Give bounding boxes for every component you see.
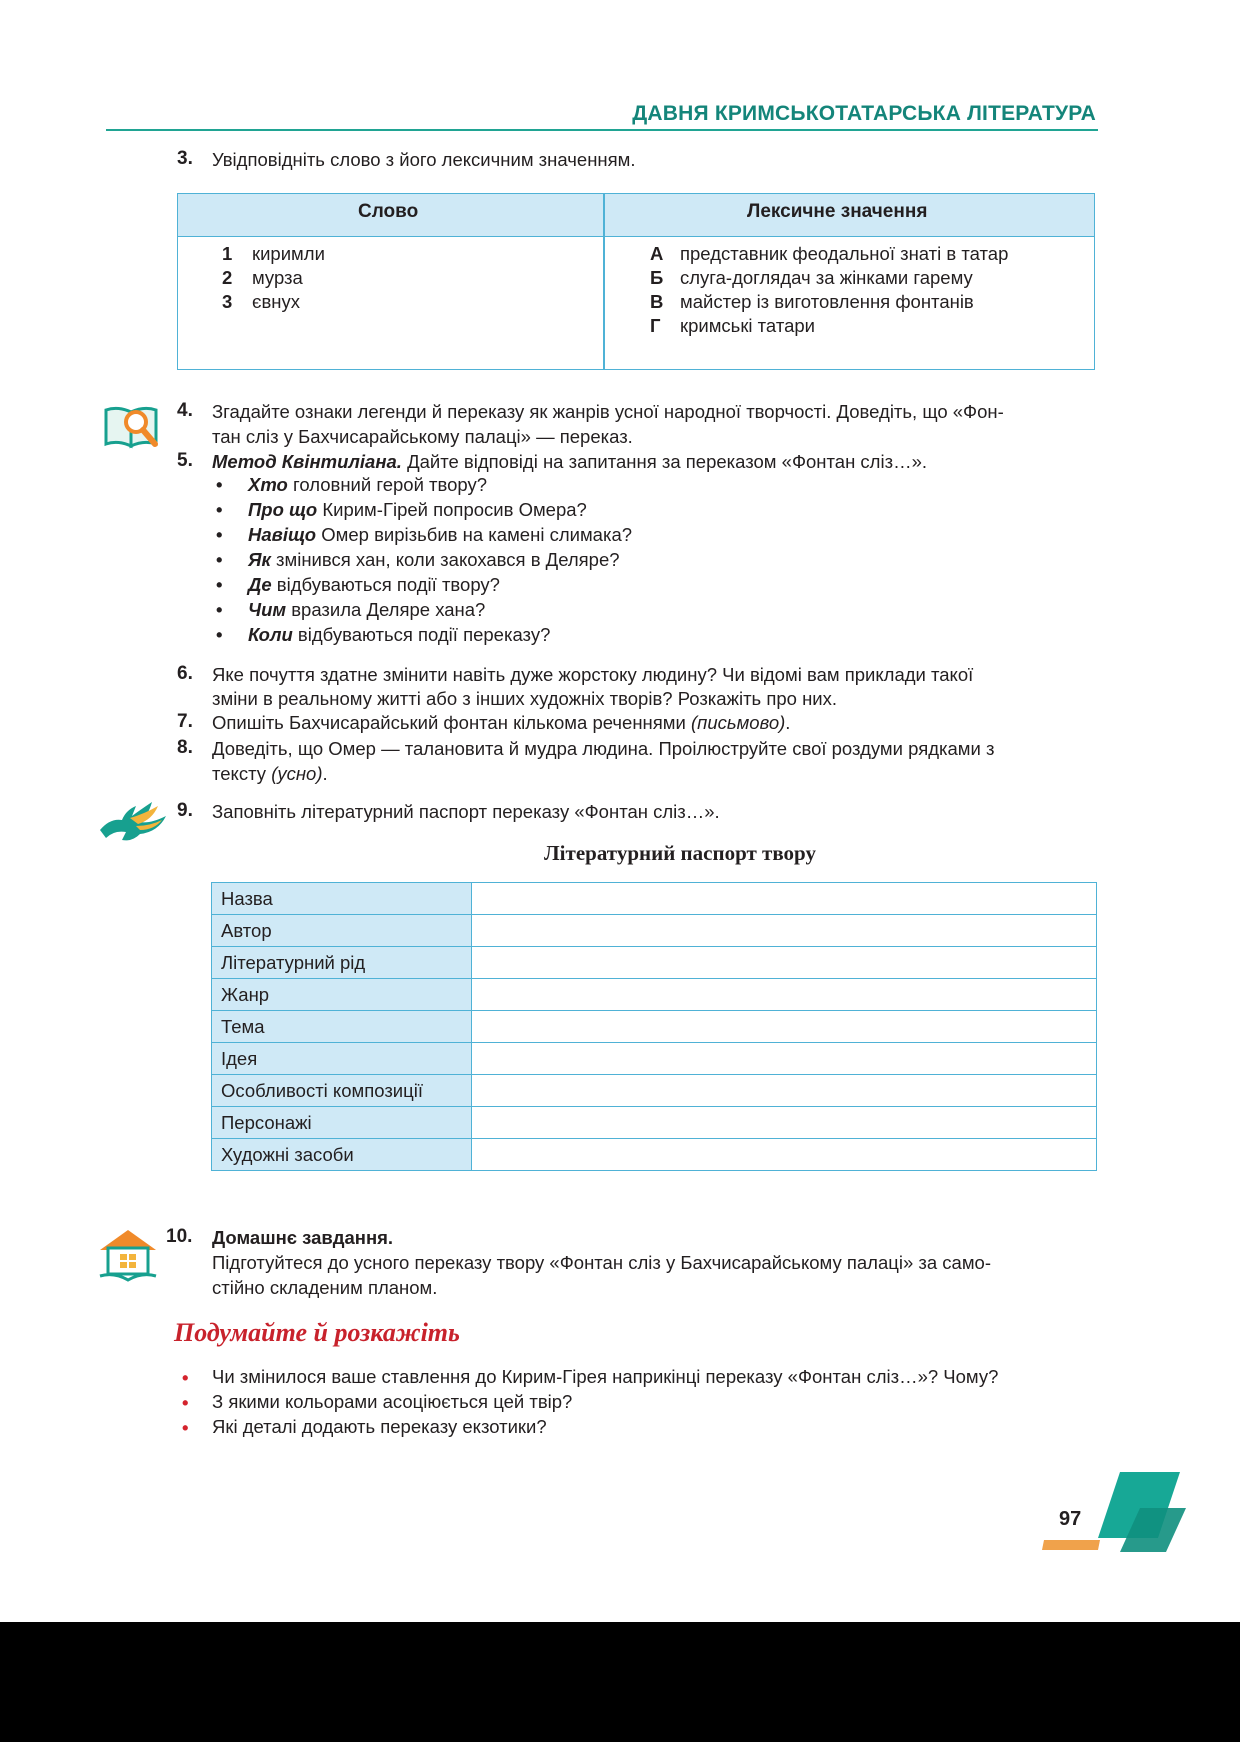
- question-item: • Хто головний герой твору?: [216, 474, 488, 495]
- question-item: • Про що Кирим-Гірей попросив Омера?: [216, 499, 587, 520]
- meaning-row: В майстер із виготовлення фонтанів: [650, 291, 974, 312]
- meaning-row: А представник феодальної знаті в татар: [650, 243, 1009, 264]
- column-divider: [603, 194, 605, 369]
- task-6-number: 6.: [177, 663, 193, 684]
- passport-answer-cell: [472, 1107, 1097, 1139]
- table-row: [212, 979, 1097, 1011]
- matching-table: [177, 193, 1095, 370]
- task-6-line-2: зміни в реальному житті або з інших художніх творів? Розкажіть про них.: [212, 688, 838, 709]
- passport-label: Ідея: [212, 1043, 472, 1075]
- task-5-text: Метод Квінтиліана. Дайте відповіді на запитання за переказом «Фонтан сліз…».: [212, 451, 927, 472]
- column-header-word: Слово: [358, 201, 419, 222]
- word-row: 3 євнух: [222, 291, 300, 312]
- question-item: • Коли відбуваються події переказу?: [216, 624, 551, 645]
- task-8-line-1: Доведіть, що Омер — талановита й мудра людина. Проілюструйте свої роздуми рядками з: [212, 738, 995, 759]
- word-row: 2 мурза: [222, 267, 303, 288]
- book-magnifier-icon: [103, 400, 165, 452]
- passport-label: Жанр: [212, 979, 472, 1011]
- matching-table-header: [178, 194, 1094, 237]
- passport-answer-cell: [472, 979, 1097, 1011]
- task-4-number: 4.: [177, 400, 193, 421]
- task-9-number: 9.: [177, 800, 193, 821]
- task-10-title: Домашнє завдання.: [212, 1227, 394, 1248]
- task-4-line-1: Згадайте ознаки легенди й переказу як жанрів усної народної творчості. Доведіть, що «Фон-: [212, 401, 1004, 422]
- section-heading: Подумайте й розкажіть: [174, 1318, 460, 1347]
- passport-label: Літературний рід: [212, 947, 472, 979]
- table-row: [212, 1011, 1097, 1043]
- task-7-text: Опишіть Бахчисарайський фонтан кількома реченнями (письмово).: [212, 712, 791, 733]
- task-3-text: Увідповідніть слово з його лексичним значенням.: [212, 149, 636, 170]
- task-3-number: 3.: [177, 148, 193, 169]
- task-9-text: Заповніть літературний паспорт переказу «Фонтан сліз…».: [212, 801, 720, 822]
- table-row: [212, 883, 1097, 915]
- passport-label: Автор: [212, 915, 472, 947]
- task-4-line-2: тан сліз у Бахчисарайському палаці» — переказ.: [212, 426, 633, 447]
- passport-title: Літературний паспорт твору: [544, 841, 816, 865]
- running-header: ДАВНЯ КРИМСЬКОТАТАРСЬКА ЛІТЕРАТУРА: [632, 102, 1096, 125]
- task-6-line-1: Яке почуття здатне змінити навіть дуже жорстоку людину? Чи відомі вам приклади такої: [212, 664, 974, 685]
- passport-label: Назва: [212, 883, 472, 915]
- question-item: • Де відбуваються події твору?: [216, 574, 500, 595]
- passport-answer-cell: [472, 1043, 1097, 1075]
- task-8-number: 8.: [177, 737, 193, 758]
- think-item: • Чи змінилося ваше ставлення до Кирим-Гірея наприкінці переказу «Фонтан сліз…»? Чому?: [182, 1366, 999, 1388]
- passport-answer-cell: [472, 1011, 1097, 1043]
- meaning-row: Б слуга-доглядач за жінками гарему: [650, 267, 973, 288]
- question-item: • Навіщо Омер вирізьбив на камені слимака?: [216, 524, 633, 545]
- passport-label: Художні засоби: [212, 1139, 472, 1171]
- question-item: • Як змінився хан, коли закохався в Деляре?: [216, 549, 620, 570]
- task-8-line-2: тексту (усно).: [212, 763, 328, 784]
- passport-answer-cell: [472, 1075, 1097, 1107]
- column-header-meaning: Лексичне значення: [747, 201, 928, 222]
- task-10-line-1: Підготуйтеся до усного переказу твору «Фонтан сліз у Бахчисарайському палаці» за само-: [212, 1252, 991, 1273]
- table-row: [212, 947, 1097, 979]
- table-row: [212, 1139, 1097, 1171]
- task-7-number: 7.: [177, 711, 193, 732]
- table-row: [212, 1043, 1097, 1075]
- passport-answer-cell: [472, 883, 1097, 915]
- passport-answer-cell: [472, 915, 1097, 947]
- meaning-row: Г кримські татари: [650, 315, 815, 336]
- table-row: [212, 1107, 1097, 1139]
- pegasus-icon: [96, 796, 172, 844]
- table-row: [212, 1075, 1097, 1107]
- think-item: • З якими кольорами асоціюється цей твір?: [182, 1391, 573, 1413]
- task-10-number: 10.: [166, 1226, 193, 1247]
- passport-answer-cell: [472, 1139, 1097, 1171]
- page-number: 97: [1059, 1508, 1082, 1530]
- passport-answer-cell: [472, 947, 1097, 979]
- task-10-line-2: стійно складеним планом.: [212, 1277, 438, 1298]
- header-rule: [106, 129, 1098, 131]
- home-book-icon: [96, 1226, 160, 1286]
- task-5-number: 5.: [177, 450, 193, 471]
- literary-passport-table: [211, 882, 1097, 1171]
- passport-label: Особливості композиції: [212, 1075, 472, 1107]
- passport-label: Персонажі: [212, 1107, 472, 1139]
- passport-label: Тема: [212, 1011, 472, 1043]
- table-row: [212, 915, 1097, 947]
- question-item: • Чим вразила Деляре хана?: [216, 599, 486, 620]
- think-item: • Які деталі додають переказу екзотики?: [182, 1416, 547, 1438]
- word-row: 1 киримли: [222, 243, 325, 264]
